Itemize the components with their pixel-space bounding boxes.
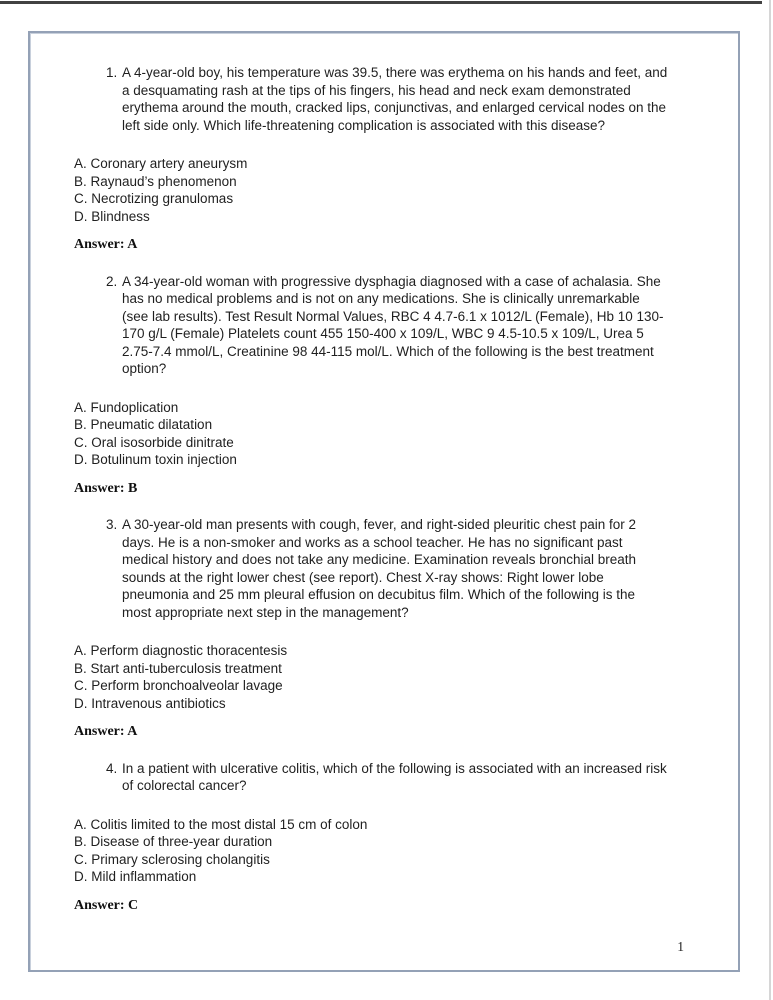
page-content: [30, 33, 738, 914]
question-paragraph: [106, 64, 668, 134]
question-text: A 4-year-old boy, his temperature was 39.5, there was erythema on his hands and feet, and a desquamating rash at the tips of his fingers, his head and neck exam demonstrated erythema around the mouth, cracked lips, conjunctivas, and enlarged cervical nodes on the left side only. Which life-threatening complication is associated with this disease?: [122, 65, 668, 133]
answer-line: Answer: C: [74, 897, 139, 913]
question-block-2: [74, 273, 668, 498]
question-block-1: [74, 64, 668, 254]
option-b: B. Raynaud’s phenomenon: [74, 173, 237, 189]
option-d: D. Botulinum toxin injection: [74, 452, 237, 467]
question-text: A 30-year-old man presents with cough, fever, and right-sided pleuritic chest pain for 2 days. He is a non-smoker and works as a school teacher. He has no significant past medical history and does not take any medicine. Examination reveals bronchial breath sounds at the right lower chest (see report). Chest X-ray shows: Right lower lobe pneumonia and 25 mm pleural effusion on decubitus film. Which of the following is the most appropriate next step in the management?: [122, 517, 637, 620]
question-block-4: [74, 760, 668, 915]
answer-line: Answer: A: [74, 724, 138, 739]
options-list: [74, 816, 668, 886]
question-text: In a patient with ulcerative colitis, which of the following is associated with an increased risk of colorectal cancer?: [122, 760, 667, 793]
option-b: B. Start anti-tuberculosis treatment: [74, 660, 282, 676]
question-number: 2.: [106, 273, 118, 289]
option-a: A. Perform diagnostic thoracentesis: [74, 643, 288, 658]
answer-line: Answer: B: [74, 480, 138, 496]
question-number: 3.: [106, 517, 118, 532]
option-a: A. Colitis limited to the most distal 15 cm of colon: [74, 816, 368, 832]
option-d: D. Intravenous antibiotics: [74, 695, 226, 711]
options-list: [74, 642, 668, 712]
question-block-3: [74, 516, 668, 741]
option-a: A. Fundoplication: [74, 399, 179, 415]
question-number: 4.: [106, 760, 118, 776]
window-top-edge: [0, 1, 762, 4]
page-number: 1: [677, 939, 684, 954]
option-d: D. Blindness: [74, 208, 150, 224]
answer-line: Answer: A: [74, 237, 138, 252]
option-b: B. Pneumatic dilatation: [74, 417, 213, 432]
question-paragraph: [106, 516, 668, 621]
question-text: A 34-year-old woman with progressive dysphagia diagnosed with a case of achalasia. She has no medical problems and is not on any medications. She is clinically unremarkable (see lab results). Test Result Normal Values, RBC 4 4.7-6.1 x 1012/L (Female), Hb 10 130-170 g/L (Female) Platelets count 455 150-400 x 109/L, WBC 9 4.5-10.5 x 109/L, Urea 5 2.75-7.4 mmol/L, Creatinine 98 44-115 mol/L. Which of the following is the best treatment option?: [122, 273, 664, 376]
option-c: C. Primary sclerosing cholangitis: [74, 851, 270, 867]
options-list: [74, 399, 668, 469]
option-c: C. Oral isosorbide dinitrate: [74, 434, 234, 450]
options-list: [74, 155, 668, 225]
viewer-right-edge: [769, 0, 771, 1000]
option-c: C. Perform bronchoalveolar lavage: [74, 678, 283, 693]
option-d: D. Mild inflammation: [74, 869, 197, 884]
question-paragraph: [106, 273, 668, 378]
question-paragraph: [106, 760, 668, 795]
document-page: [28, 31, 740, 972]
question-number: 1.: [106, 65, 118, 80]
option-b: B. Disease of three-year duration: [74, 834, 273, 849]
option-a: A. Coronary artery aneurysm: [74, 156, 248, 171]
option-c: C. Necrotizing granulomas: [74, 191, 234, 206]
